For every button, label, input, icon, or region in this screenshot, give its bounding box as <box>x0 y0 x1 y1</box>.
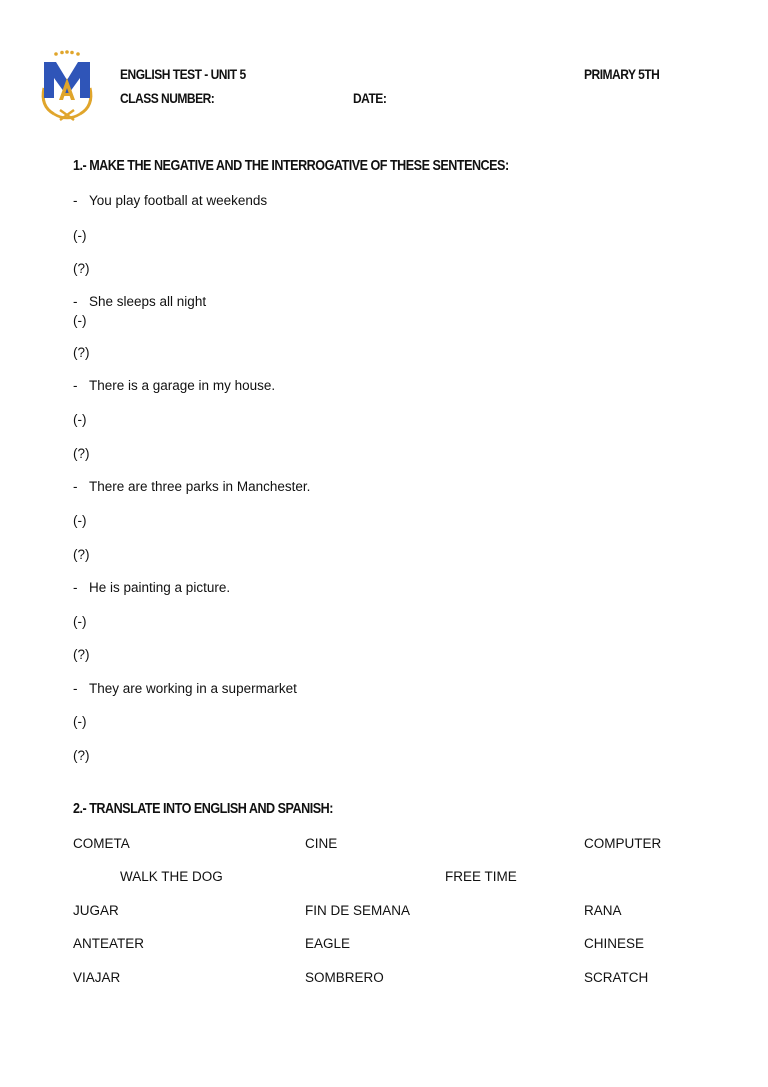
word-item: SOMBRERO <box>305 970 384 985</box>
negative-line: (-) <box>73 714 87 729</box>
question-line: (?) <box>73 748 90 763</box>
word-item: WALK THE DOG <box>120 869 223 884</box>
word-item: CINE <box>305 836 338 851</box>
section1-title: 1.- MAKE THE NEGATIVE AND THE INTERROGATIVE OF THESE SENTENCES: <box>73 157 509 174</box>
word-item: COMETA <box>73 836 130 851</box>
bullet-dash: - <box>73 378 78 393</box>
sentence-text: He is painting a picture. <box>89 580 231 595</box>
bullet-dash: - <box>73 479 78 494</box>
negative-line: (-) <box>73 412 87 427</box>
sentence-item <box>73 193 267 208</box>
negative-line: (-) <box>73 614 87 629</box>
word-item: COMPUTER <box>584 836 662 851</box>
class-number-label: CLASS NUMBER: <box>120 90 215 106</box>
section2-title: 2.- TRANSLATE INTO ENGLISH AND SPANISH: <box>73 800 333 817</box>
test-title: ENGLISH TEST - UNIT 5 <box>120 66 246 82</box>
word-item: EAGLE <box>305 936 351 951</box>
sentence-item <box>73 681 297 696</box>
sentence-text: She sleeps all night <box>89 294 207 309</box>
question-line: (?) <box>73 647 90 662</box>
word-item: JUGAR <box>73 903 119 918</box>
sentence-item <box>73 479 310 494</box>
word-item: VIAJAR <box>73 970 121 985</box>
word-item: SCRATCH <box>584 970 649 985</box>
negative-line: (-) <box>73 228 87 243</box>
sentence-item <box>73 580 230 595</box>
sentence-item <box>73 294 206 309</box>
sentence-text: There is a garage in my house. <box>89 378 276 393</box>
sentence-text: You play football at weekends <box>89 193 268 208</box>
sentence-text: There are three parks in Manchester. <box>89 479 311 494</box>
date-label: DATE: <box>353 90 387 106</box>
word-item: FIN DE SEMANA <box>305 903 411 918</box>
bullet-dash: - <box>73 294 78 309</box>
level-label: PRIMARY 5TH <box>584 66 660 82</box>
bullet-dash: - <box>73 681 78 696</box>
sentence-text: They are working in a supermarket <box>89 681 297 696</box>
school-logo <box>36 48 98 122</box>
word-item: ANTEATER <box>73 936 145 951</box>
negative-line: (-) <box>73 513 87 528</box>
word-item: RANA <box>584 903 622 918</box>
question-line: (?) <box>73 261 90 276</box>
question-line: (?) <box>73 345 90 360</box>
bullet-dash: - <box>73 193 78 208</box>
bullet-dash: - <box>73 580 78 595</box>
word-item: CHINESE <box>584 936 645 951</box>
negative-line: (-) <box>73 313 87 328</box>
question-line: (?) <box>73 547 90 562</box>
word-item: FREE TIME <box>445 869 517 884</box>
sentence-item <box>73 378 275 393</box>
question-line: (?) <box>73 446 90 461</box>
